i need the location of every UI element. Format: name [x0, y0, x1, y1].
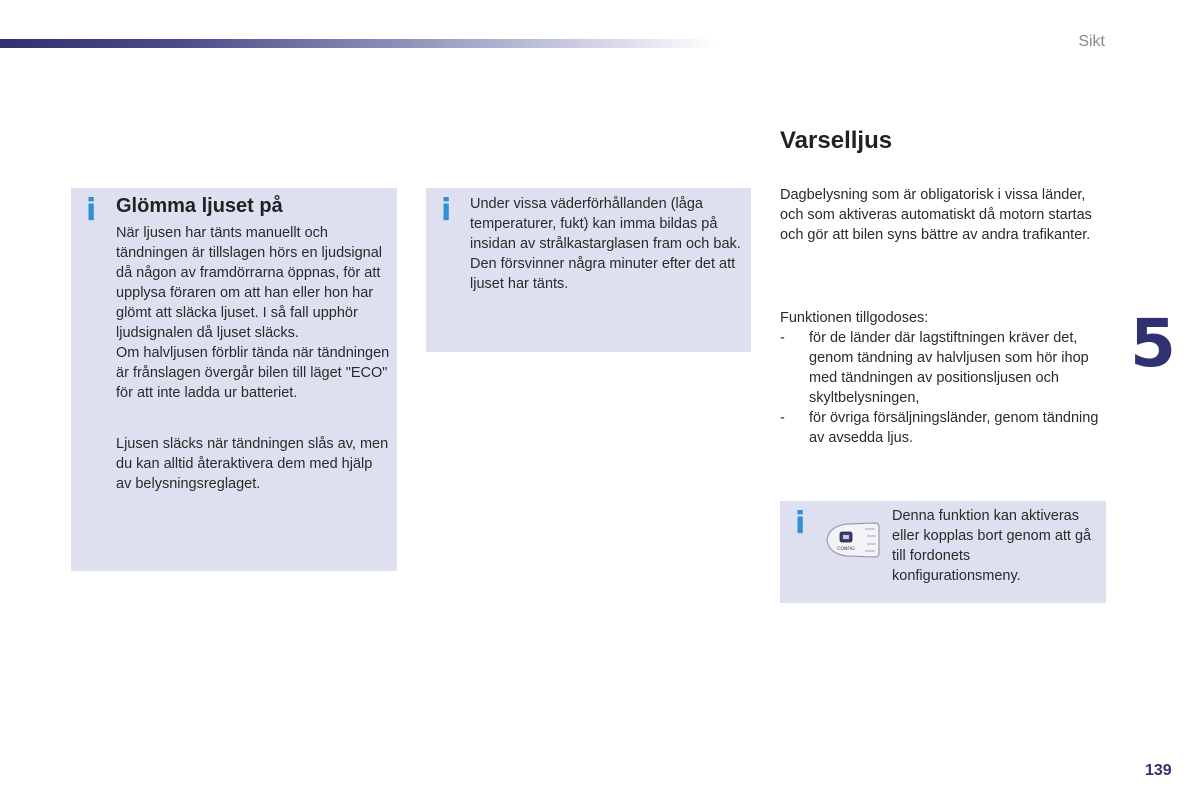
info-box-condensation: [426, 188, 751, 352]
box-title: Glömma ljuset på: [116, 195, 283, 217]
box-text: Denna funktion kan aktiveras eller kopplas bort genom att gå till fordonets konfigurationsmeny.: [892, 508, 1092, 584]
info-icon: i: [795, 506, 806, 541]
function-list: [780, 328, 1110, 448]
list-item-text: för övriga försäljningsländer, genom tändning av avsedda ljus.: [809, 410, 1099, 446]
list-item: [780, 408, 1110, 448]
bullet-marker: -: [780, 330, 785, 346]
paragraph: Ljusen släcks när tändningen slås av, men du kan alltid återaktivera dem med hjälp av belysningsreglaget.: [116, 436, 389, 492]
list-item: [780, 328, 1110, 408]
info-box-forgotten-lights: [71, 188, 397, 571]
header-gradient-bar: [0, 39, 715, 48]
paragraph: Om halvljusen förblir tända när tändningen är frånslagen övergår bilen till läget "ECO" för att inte ladda ur batteriet.: [116, 345, 390, 401]
section-title: Sikt: [1078, 33, 1105, 50]
paragraph: När ljusen har tänts manuellt och tändningen är tillslagen hörs en ljudsignal då någon av framdörrarna öppnas, för att upplysa föraren om att han eller hon har glömt att släcka ljuset. I så fall upphör ljudsignalen då ljuset släcks.: [116, 225, 383, 341]
list-item-text: för de länder där lagstiftningen kräver det, genom tändning av halvljusen som hör ihop med tändningen av positionsljusen och skyltbelysningen,: [809, 330, 1089, 406]
page-number: 139: [1145, 762, 1172, 779]
intro-paragraph: Dagbelysning som är obligatorisk i vissa länder, och som aktiveras automatiskt då motorn startas och gör att bilen syns bättre av andra trafikanter.: [780, 187, 1092, 243]
box-text: Under vissa väderförhållanden (låga temperaturer, fukt) kan imma bildas på insidan av strålkastarglasen fram och bak. Den försvinner några minuter efter det att ljuset har tänts.: [470, 196, 741, 292]
config-label: CONFIG: [837, 547, 855, 552]
section-heading: Varselljus: [780, 127, 893, 154]
functions-label: Funktionen tillgodoses:: [780, 310, 929, 326]
lighting-switch-icon: [823, 520, 881, 560]
bullet-marker: -: [780, 410, 785, 426]
chapter-number: 5: [1130, 305, 1176, 382]
info-icon: i: [441, 193, 452, 228]
info-icon: i: [86, 193, 97, 228]
box-text: [116, 223, 391, 494]
